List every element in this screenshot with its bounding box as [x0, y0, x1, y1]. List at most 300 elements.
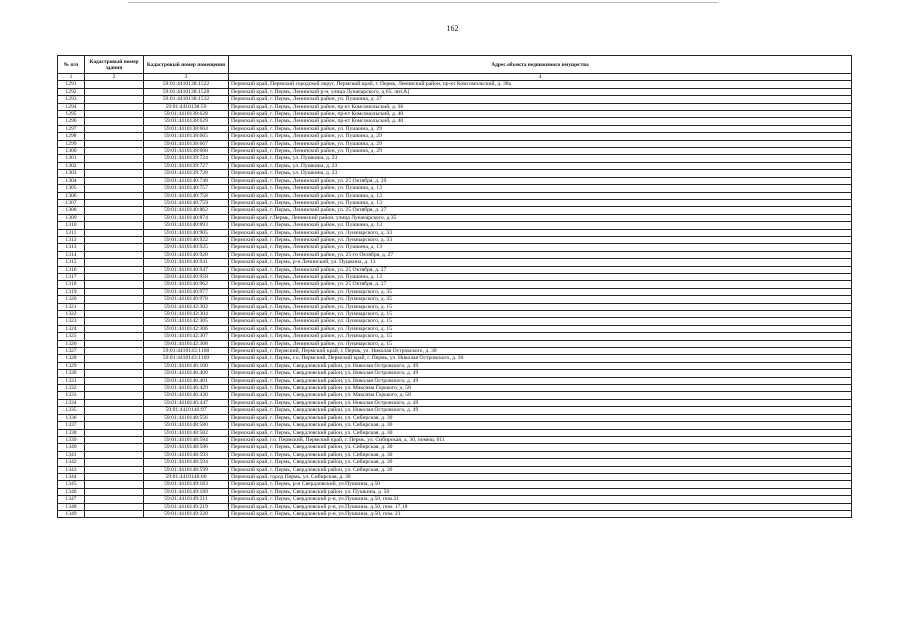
- cell-address: Пермский край, г. Пермь, Свердловский район, ул. Максима Горького, д. 58: [229, 385, 852, 392]
- cell-address: Пермский край, г. Пермь, Свердловский район, ул. Сибирская, д. 30: [229, 466, 852, 473]
- header-building-cadastral: Кадастровый номер здания: [85, 56, 144, 74]
- cell-room-cadastral: 59:01:4410138:59: [144, 103, 229, 110]
- cell-row-number: 1330: [58, 370, 85, 377]
- table-row: [58, 385, 852, 392]
- cell-room-cadastral: 59:01:4410140:893: [144, 222, 229, 229]
- cell-building-cadastral: [85, 133, 144, 140]
- table-row: [58, 496, 852, 503]
- cell-room-cadastral: 59:01:4410143:1169: [144, 355, 229, 362]
- cell-row-number: 1348: [58, 503, 85, 510]
- table-row: [58, 392, 852, 399]
- cell-building-cadastral: [85, 103, 144, 110]
- cell-building-cadastral: [85, 370, 144, 377]
- cell-building-cadastral: [85, 288, 144, 295]
- cell-building-cadastral: [85, 481, 144, 488]
- cell-row-number: 1345: [58, 481, 85, 488]
- cell-building-cadastral: [85, 340, 144, 347]
- cell-row-number: 1326: [58, 340, 85, 347]
- cell-address: Пермский край, г. Пермь, Ленинский район, ул. Пушкина, д. 29: [229, 125, 852, 132]
- cell-address: Пермский край, г.о. Пермский, Пермский край, г. Пермь, ул. Сибирская, д. 30, помещ. 011: [229, 436, 852, 443]
- cell-building-cadastral: [85, 311, 144, 318]
- cell-building-cadastral: [85, 192, 144, 199]
- cell-row-number: 1331: [58, 377, 85, 384]
- cell-room-cadastral: 59:01:4410148:586: [144, 444, 229, 451]
- cell-address: Пермский край, г. Пермь, ул. Пушкина, д. 23: [229, 155, 852, 162]
- cell-address: Пермский край, г. Пермь, Ленинский район, ул. Пушкина, д. 29: [229, 140, 852, 147]
- cell-room-cadastral: 59:01:4410148:594: [144, 459, 229, 466]
- cell-building-cadastral: [85, 325, 144, 332]
- cell-row-number: 1333: [58, 392, 85, 399]
- table-row: [58, 185, 852, 192]
- cell-room-cadastral: 59:01:4410146:100: [144, 362, 229, 369]
- table-row: [58, 333, 852, 340]
- cell-room-cadastral: 59:01:4410148:580: [144, 422, 229, 429]
- cell-address: Пермский край, г. Пермь, Свердловский район, ул. Николая Островского, д. 49: [229, 407, 852, 414]
- cell-address: Пермский край, г. Пермь, Ленинский район, ул. Луначарского, д. 33: [229, 236, 852, 243]
- header-num: № п/п: [58, 56, 85, 74]
- table-row: [58, 236, 852, 243]
- cell-address: Пермский край, г. Пермь, Свердловский р-н, ул.Пушкина, д.50, пом. 23: [229, 510, 852, 517]
- cell-address: Пермский край, г. Пермь, р-н Свердловский, ул.Пушкина, д.50: [229, 481, 852, 488]
- table-row: [58, 273, 852, 280]
- cell-address: Пермский край, г. Пермь, Ленинский район, ул. Луначарского, д. 15: [229, 333, 852, 340]
- cell-room-cadastral: 59:01:4410146:430: [144, 392, 229, 399]
- table-row: [58, 81, 852, 88]
- cell-building-cadastral: [85, 281, 144, 288]
- cell-room-cadastral: 59:01:4410140:978: [144, 296, 229, 303]
- cell-building-cadastral: [85, 333, 144, 340]
- cell-address: Пермский край, г. Пермь, Ленинский район, ул. Пушкина, д. 13: [229, 185, 852, 192]
- table-row: [58, 407, 852, 414]
- cell-row-number: 1313: [58, 244, 85, 251]
- table-row: [58, 362, 852, 369]
- cell-building-cadastral: [85, 429, 144, 436]
- table-row: [58, 473, 852, 480]
- table-row: [58, 370, 852, 377]
- cell-building-cadastral: [85, 451, 144, 458]
- cell-address: Пермский край, г. Пермь, Ленинский район, ул. 25 Октября, д. 27: [229, 281, 852, 288]
- cell-address: Пермский край, г. Пермь, Свердловский район, ул. Сибирская, д. 30: [229, 429, 852, 436]
- cell-address: Пермский край, г. Пермь, Ленинский район, ул. Луначарского, д. 35: [229, 288, 852, 295]
- cell-row-number: 1327: [58, 348, 85, 355]
- cell-address: Пермский край, г. Пермь, Свердловский район, ул. Сибирская, д. 30: [229, 414, 852, 421]
- table-row: [58, 503, 852, 510]
- cell-room-cadastral: 59:01:4410140:748: [144, 177, 229, 184]
- colnum-4: 4: [229, 74, 852, 81]
- cell-building-cadastral: [85, 399, 144, 406]
- cell-row-number: 1324: [58, 325, 85, 332]
- cell-building-cadastral: [85, 125, 144, 132]
- cell-building-cadastral: [85, 414, 144, 421]
- cell-row-number: 1323: [58, 318, 85, 325]
- cell-room-cadastral: 59:01:4410142:307: [144, 333, 229, 340]
- table-row: [58, 399, 852, 406]
- cell-building-cadastral: [85, 318, 144, 325]
- cell-row-number: 1312: [58, 236, 85, 243]
- cell-room-cadastral: 59:01:4410138:665: [144, 133, 229, 140]
- table-row: [58, 229, 852, 236]
- cell-row-number: 1334: [58, 399, 85, 406]
- cell-room-cadastral: 59:01:4410146:97: [144, 407, 229, 414]
- cell-address: Пермский край, г. Пермь, ул. Пушкина, д. 23: [229, 162, 852, 169]
- cell-address: Пермский край, г. Пермь, Свердловский район, ул. Сибирская, д. 30: [229, 444, 852, 451]
- cell-address: Пермский край, г. Пермский, Пермский край, г. Пермь, ул. Николая Островского, д. 30: [229, 348, 852, 355]
- cell-room-cadastral: 59:01:4410140:757: [144, 185, 229, 192]
- cell-row-number: 1339: [58, 436, 85, 443]
- cell-building-cadastral: [85, 222, 144, 229]
- cell-row-number: 1315: [58, 259, 85, 266]
- cell-row-number: 1294: [58, 103, 85, 110]
- table-row: [58, 96, 852, 103]
- cell-address: Пермский край, г. Пермь, Ленинский район, ул. Пушкина, д. 13: [229, 222, 852, 229]
- cell-address: Пермский край, г. Пермь, ул. Пушкина, д. 23: [229, 170, 852, 177]
- cell-address: Пермский край, г. Пермь, р-н Ленинский, ул. Пушкина, д. 13: [229, 259, 852, 266]
- table-row: [58, 303, 852, 310]
- cell-room-cadastral: 59:01:4410140:862: [144, 207, 229, 214]
- cell-row-number: 1343: [58, 466, 85, 473]
- cell-room-cadastral: 59:01:4410140:874: [144, 214, 229, 221]
- cell-room-cadastral: 59:01:4410148:593: [144, 451, 229, 458]
- cell-row-number: 1317: [58, 273, 85, 280]
- cell-room-cadastral: 59:01:4410148:582: [144, 429, 229, 436]
- table-row: [58, 429, 852, 436]
- table-row: [58, 348, 852, 355]
- cell-room-cadastral: 59:01:4410138:628: [144, 111, 229, 118]
- cell-address: Пермский край, г. Пермь, Свердловский район, ул. Сибирская, д. 30: [229, 451, 852, 458]
- colnum-1: 1: [58, 74, 85, 81]
- cell-row-number: 1306: [58, 192, 85, 199]
- table-row: [58, 325, 852, 332]
- cell-address: Пермский край, г. Пермь, Ленинский район, ул. Пушкина, д. 29: [229, 148, 852, 155]
- cell-building-cadastral: [85, 207, 144, 214]
- cell-room-cadastral: 59:01:4410146:400: [144, 370, 229, 377]
- cell-room-cadastral: 59:01:4410148:584: [144, 436, 229, 443]
- cell-row-number: 1293: [58, 96, 85, 103]
- cell-row-number: 1346: [58, 488, 85, 495]
- cell-row-number: 1291: [58, 81, 85, 88]
- cell-address: Пермский край, г. Пермь, Свердловский район, ул. Николая Островского, д. 49: [229, 377, 852, 384]
- cell-address: Пермский край, г. Пермь, Ленинский район, ул. Луначарского, д. 15: [229, 318, 852, 325]
- cell-row-number: 1311: [58, 229, 85, 236]
- cell-room-cadastral: 59:01:4410139:727: [144, 162, 229, 169]
- cell-address: Пермский край, г. Пермь, Ленинский район, ул. Пушкина, д. 29: [229, 133, 852, 140]
- table-row: [58, 111, 852, 118]
- cell-room-cadastral: 59:01:4410138:629: [144, 118, 229, 125]
- cell-row-number: 1332: [58, 385, 85, 392]
- table-row: [58, 466, 852, 473]
- cell-building-cadastral: [85, 392, 144, 399]
- cell-address: Пермский край, г. Пермь, Ленинский район, ул. Пушкина, д. 27: [229, 96, 852, 103]
- cell-address: Пермский край, г. Пермь, Свердловский район, ул. Николая Островского, д. 49: [229, 362, 852, 369]
- cell-row-number: 1300: [58, 148, 85, 155]
- cell-row-number: 1295: [58, 111, 85, 118]
- cell-room-cadastral: 59:01:4410140:922: [144, 236, 229, 243]
- header-room-cadastral: Кадастровый номер помещения: [144, 56, 229, 74]
- cell-address: Пермский край, г. Пермь, Свердловский район, ул. Сибирская, д. 30: [229, 422, 852, 429]
- cell-building-cadastral: [85, 503, 144, 510]
- cell-row-number: 1314: [58, 251, 85, 258]
- cell-building-cadastral: [85, 473, 144, 480]
- page-number: 162: [446, 24, 459, 33]
- cell-address: Пермский край, г. Пермь, Свердловский район, ул. Пушкина, д. 50: [229, 488, 852, 495]
- table-row: [58, 103, 852, 110]
- table-row: [58, 266, 852, 273]
- table-row: [58, 288, 852, 295]
- cell-address: Пермский край, город Пермь, ул. Сибирская, д. 30: [229, 473, 852, 480]
- cell-row-number: 1310: [58, 222, 85, 229]
- table-row: [58, 162, 852, 169]
- table-row: [58, 199, 852, 206]
- cell-building-cadastral: [85, 148, 144, 155]
- table-row: [58, 222, 852, 229]
- cell-room-cadastral: 59:01:4410138:1528: [144, 88, 229, 95]
- table-body: [58, 81, 852, 518]
- cell-room-cadastral: 59:01:4410148:599: [144, 466, 229, 473]
- cell-room-cadastral: 59:01:4410140:977: [144, 288, 229, 295]
- cell-building-cadastral: [85, 88, 144, 95]
- cell-room-cadastral: 59:01:4410138:664: [144, 125, 229, 132]
- cell-building-cadastral: [85, 273, 144, 280]
- table-row: [58, 207, 852, 214]
- cell-building-cadastral: [85, 496, 144, 503]
- cell-address: Пермский край, г. Пермь, Ленинский р-н, улица Луначарского, д.65, лит.А]: [229, 88, 852, 95]
- cell-room-cadastral: 59:01:4410140:928: [144, 251, 229, 258]
- cell-address: Пермский край, г. Пермь, Свердловский район, ул. Сибирская, д. 30: [229, 459, 852, 466]
- cell-room-cadastral: 59:01:4410148:556: [144, 414, 229, 421]
- cell-room-cadastral: 59:01:4410142:308: [144, 340, 229, 347]
- cell-room-cadastral: 59:01:4410140:941: [144, 259, 229, 266]
- cell-address: Пермский край, г. Пермь, Ленинский район, пр-кт Комсомольский, д. 40: [229, 118, 852, 125]
- cell-building-cadastral: [85, 377, 144, 384]
- cell-room-cadastral: 59:01:4410149:211: [144, 496, 229, 503]
- cell-address: Пермский край, г. Пермь, Ленинский район, ул. Пушкина, д. 13: [229, 192, 852, 199]
- cell-room-cadastral: 59:01:4410139:724: [144, 155, 229, 162]
- property-register-table: [57, 55, 852, 518]
- cell-room-cadastral: 59:01:4410140:905: [144, 229, 229, 236]
- cell-room-cadastral: 59:01:4410138:667: [144, 140, 229, 147]
- cell-address: Пермский край, г. Пермь, Свердловский район, ул. Николая Островского, д. 49: [229, 370, 852, 377]
- table-row: [58, 318, 852, 325]
- cell-building-cadastral: [85, 185, 144, 192]
- table-row: [58, 192, 852, 199]
- cell-row-number: 1320: [58, 296, 85, 303]
- cell-address: Пермский край, г. Пермь, Ленинский район, ул. Пушкина, д. 13: [229, 199, 852, 206]
- cell-building-cadastral: [85, 229, 144, 236]
- cell-row-number: 1338: [58, 429, 85, 436]
- cell-row-number: 1302: [58, 162, 85, 169]
- cell-row-number: 1297: [58, 125, 85, 132]
- cell-address: Пермский край, Пермский городской округ, Пермский край, г. Пермь, Ленинский район, пр-кт Комсомольский, д. 38а: [229, 81, 852, 88]
- cell-address: Пермский край, г. Пермь, Ленинский район, ул. Пушкина, д. 13: [229, 273, 852, 280]
- table-row: [58, 510, 852, 517]
- cell-building-cadastral: [85, 466, 144, 473]
- cell-row-number: 1342: [58, 459, 85, 466]
- colnum-3: 3: [144, 74, 229, 81]
- cell-room-cadastral: 59:01:4410149:219: [144, 503, 229, 510]
- cell-address: Пермский край, г. Пермь, Ленинский район, ул. 25-го Октября, д. 27: [229, 251, 852, 258]
- cell-building-cadastral: [85, 118, 144, 125]
- cell-building-cadastral: [85, 96, 144, 103]
- cell-building-cadastral: [85, 140, 144, 147]
- table-row: [58, 148, 852, 155]
- cell-building-cadastral: [85, 348, 144, 355]
- top-border-line: [128, 2, 718, 3]
- table-row: [58, 488, 852, 495]
- cell-building-cadastral: [85, 244, 144, 251]
- cell-address: Пермский край, г. Пермь, Ленинский район, ул. 25 Октября, д. 29: [229, 177, 852, 184]
- table-row: [58, 422, 852, 429]
- cell-row-number: 1321: [58, 303, 85, 310]
- table-row: [58, 170, 852, 177]
- table-row: [58, 355, 852, 362]
- table-row: [58, 377, 852, 384]
- table-row: [58, 311, 852, 318]
- table-row: [58, 459, 852, 466]
- table-header-row: [58, 56, 852, 74]
- cell-row-number: 1305: [58, 185, 85, 192]
- cell-row-number: 1304: [58, 177, 85, 184]
- cell-row-number: 1349: [58, 510, 85, 517]
- cell-row-number: 1344: [58, 473, 85, 480]
- cell-address: Пермский край, г.Пермь, Ленинский район, улица Луначарского, д.35: [229, 214, 852, 221]
- cell-address: Пермский край, г. Пермь, Ленинский район, ул. Луначарского, д. 15: [229, 303, 852, 310]
- cell-room-cadastral: 59:01:4410138:1522: [144, 81, 229, 88]
- cell-row-number: 1329: [58, 362, 85, 369]
- cell-room-cadastral: 59:01:4410142:305: [144, 318, 229, 325]
- cell-address: Пермский край, г. Пермь, Ленинский район, ул. Луначарского, д. 15: [229, 311, 852, 318]
- cell-row-number: 1309: [58, 214, 85, 221]
- cell-row-number: 1298: [58, 133, 85, 140]
- cell-room-cadastral: 59:01:4410142:302: [144, 303, 229, 310]
- cell-row-number: 1336: [58, 414, 85, 421]
- table-row: [58, 481, 852, 488]
- table-row: [58, 296, 852, 303]
- cell-address: Пермский край, г. Пермь, Ленинский район, пр-кт Комсомольский, д. 36: [229, 103, 852, 110]
- cell-room-cadastral: 59:01:4410148:60: [144, 473, 229, 480]
- cell-building-cadastral: [85, 444, 144, 451]
- cell-room-cadastral: 59:01:4410139:728: [144, 170, 229, 177]
- table-row: [58, 88, 852, 95]
- table-row: [58, 140, 852, 147]
- cell-row-number: 1301: [58, 155, 85, 162]
- cell-building-cadastral: [85, 170, 144, 177]
- cell-room-cadastral: 59:01:4410143:1168: [144, 348, 229, 355]
- cell-address: Пермский край, г. Пермь, Свердловский р-н, ул.Пушкина, д.50, пом. 17,18: [229, 503, 852, 510]
- table-row: [58, 214, 852, 221]
- cell-row-number: 1325: [58, 333, 85, 340]
- cell-room-cadastral: 59:01:4410146:447: [144, 399, 229, 406]
- cell-building-cadastral: [85, 266, 144, 273]
- cell-building-cadastral: [85, 510, 144, 517]
- cell-building-cadastral: [85, 236, 144, 243]
- table-row: [58, 118, 852, 125]
- cell-room-cadastral: 59:01:4410149:228: [144, 510, 229, 517]
- cell-building-cadastral: [85, 459, 144, 466]
- table-row: [58, 436, 852, 443]
- cell-building-cadastral: [85, 355, 144, 362]
- cell-address: Пермский край, г. Пермь, Ленинский район, ул. Луначарского, д. 33: [229, 229, 852, 236]
- cell-row-number: 1322: [58, 311, 85, 318]
- cell-room-cadastral: 59:01:4410140:962: [144, 281, 229, 288]
- cell-room-cadastral: 59:01:4410149:189: [144, 488, 229, 495]
- cell-building-cadastral: [85, 385, 144, 392]
- cell-room-cadastral: 59:01:4410138:668: [144, 148, 229, 155]
- cell-row-number: 1340: [58, 444, 85, 451]
- cell-row-number: 1307: [58, 199, 85, 206]
- cell-row-number: 1328: [58, 355, 85, 362]
- table-column-numbers-row: [58, 74, 852, 81]
- table-row: [58, 155, 852, 162]
- cell-building-cadastral: [85, 251, 144, 258]
- cell-building-cadastral: [85, 81, 144, 88]
- cell-row-number: 1316: [58, 266, 85, 273]
- cell-building-cadastral: [85, 162, 144, 169]
- cell-room-cadastral: 59:01:4410146:401: [144, 377, 229, 384]
- cell-address: Пермский край, г. Пермь, Ленинский район, ул. Луначарского, д. 15: [229, 340, 852, 347]
- table-row: [58, 133, 852, 140]
- cell-room-cadastral: 59:01:4410149:183: [144, 481, 229, 488]
- cell-row-number: 1335: [58, 407, 85, 414]
- cell-address: Пермский край, г. Пермь, Ленинский район, ул. Луначарского, д. 15: [229, 325, 852, 332]
- table-row: [58, 444, 852, 451]
- cell-building-cadastral: [85, 199, 144, 206]
- cell-building-cadastral: [85, 407, 144, 414]
- cell-building-cadastral: [85, 422, 144, 429]
- cell-row-number: 1296: [58, 118, 85, 125]
- table-row: [58, 125, 852, 132]
- cell-row-number: 1303: [58, 170, 85, 177]
- cell-building-cadastral: [85, 296, 144, 303]
- cell-building-cadastral: [85, 436, 144, 443]
- cell-room-cadastral: 59:01:4410142:304: [144, 311, 229, 318]
- cell-room-cadastral: 59:01:4410140:925: [144, 244, 229, 251]
- colnum-2: 2: [85, 74, 144, 81]
- cell-row-number: 1347: [58, 496, 85, 503]
- table-row: [58, 259, 852, 266]
- cell-address: Пермский край, г. Пермь, Ленинский район, ул. 25 Октября, д. 27: [229, 207, 852, 214]
- cell-address: Пермский край, г. Пермь, Ленинский район, ул. Луначарского, д. 35: [229, 296, 852, 303]
- cell-building-cadastral: [85, 155, 144, 162]
- cell-room-cadastral: 59:01:4410146:429: [144, 385, 229, 392]
- cell-building-cadastral: [85, 362, 144, 369]
- table-row: [58, 451, 852, 458]
- table-row: [58, 414, 852, 421]
- cell-row-number: 1292: [58, 88, 85, 95]
- cell-row-number: 1319: [58, 288, 85, 295]
- cell-building-cadastral: [85, 259, 144, 266]
- table-row: [58, 340, 852, 347]
- cell-room-cadastral: 59:01:4410140:947: [144, 266, 229, 273]
- cell-address: Пермский край, г. Пермь, Свердловский район, ул. Николая Островского, д. 49: [229, 399, 852, 406]
- cell-room-cadastral: 59:01:4410138:1532: [144, 96, 229, 103]
- cell-address: Пермский край, г. Пермь, Свердловский район, ул. Максима Горького, д. 58: [229, 392, 852, 399]
- cell-room-cadastral: 59:01:4410140:758: [144, 192, 229, 199]
- cell-building-cadastral: [85, 303, 144, 310]
- cell-address: Пермский край, г. Пермь, Свердловский р-н, ул.Пушкина, д.50, пом.21: [229, 496, 852, 503]
- cell-row-number: 1308: [58, 207, 85, 214]
- table-row: [58, 244, 852, 251]
- cell-room-cadastral: 59:01:4410140:759: [144, 199, 229, 206]
- cell-address: Пермский край, г. Пермь, Ленинский район, ул. 25 Октября, д. 27: [229, 266, 852, 273]
- cell-row-number: 1337: [58, 422, 85, 429]
- table-row: [58, 281, 852, 288]
- cell-building-cadastral: [85, 177, 144, 184]
- table-row: [58, 177, 852, 184]
- cell-building-cadastral: [85, 111, 144, 118]
- cell-address: Пермский край, г. Пермь, Ленинский район, ул. Пушкина, д. 13: [229, 244, 852, 251]
- cell-room-cadastral: 59:01:4410142:306: [144, 325, 229, 332]
- cell-row-number: 1341: [58, 451, 85, 458]
